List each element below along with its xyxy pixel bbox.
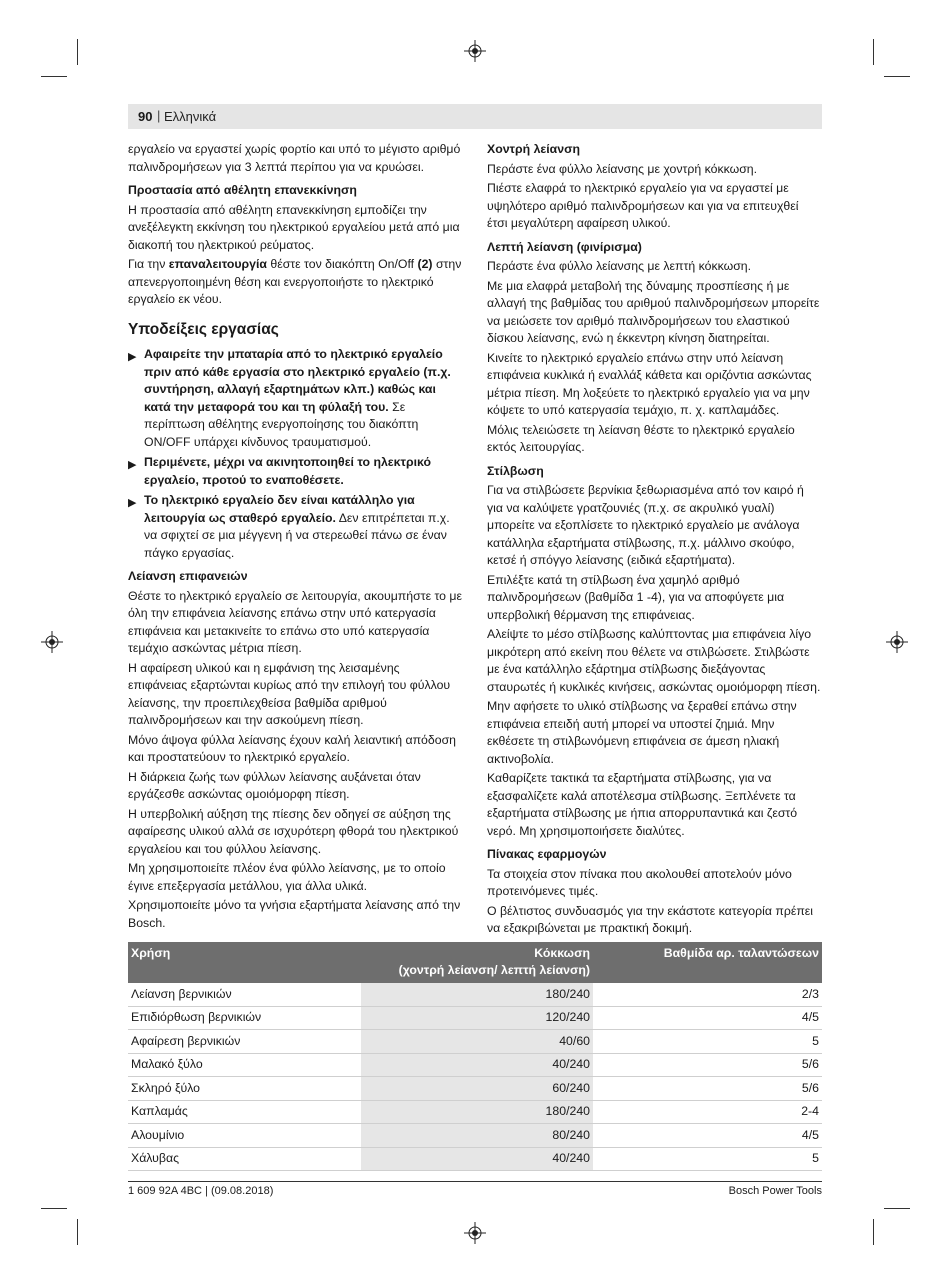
paragraph: Η προστασία από αθέλητη επανεκκίνηση εμποδίζει την ανεξέλεγκτη εκκίνηση του ηλεκτρικού εργαλείου μετά από μια διακοπή του ηλεκτρικού ρεύματος. [128,202,460,252]
paragraph: Μη χρησιμοποιείτε πλέον ένα φύλλο λείανσης, με το οποίο έγινε επεξεργασία μετάλλου, για άλλα υλικά. [128,861,446,893]
paragraph: Περάστε ένα φύλλο λείανσης με λεπτή κόκκωση. [487,259,752,273]
cell-use: Χάλυβας [128,1147,361,1171]
paragraph: Τα στοιχεία στον πίνακα που ακολουθεί αποτελούν μόνο προτεινόμενες τιμές. [487,866,792,898]
cell-use: Λείανση βερνικιών [128,983,361,1006]
list-item: ▶ Το ηλεκτρικό εργαλείο δεν είναι κατάλληλο για λειτουργία ως σταθερό εργαλείο. Δεν επιτρέπεται π.χ. να σφιχτεί σε μια μέγγενη ή να στερεωθεί πάνω σε έναν πάγκο εργασίας. [128,493,450,560]
paragraph: Περάστε ένα φύλλο λείανσης με χοντρή κόκκωση. [487,161,758,176]
footer-rule [128,1181,822,1182]
triangle-bullet-icon: ▶ [128,459,137,471]
crop-mark [873,39,874,65]
cell-grit: 40/240 [361,1147,593,1171]
cell-use: Αφαίρεση βερνικιών [128,1030,361,1054]
paragraph: Η διάρκεια ζωής των φύλλων λείανσης αυξάνεται όταν εργάζεσθε ασκώντας ομοιόμορφη πίεση. [128,769,421,801]
cell-level: 5/6 [593,1077,822,1101]
registration-mark-icon [464,1222,486,1244]
registration-mark-icon [41,631,63,653]
crop-mark [77,39,78,65]
paragraph: Ο βέλτιστος συνδυασμός για την εκάστοτε κατεγορία πρέπει να εξακριβώνεται με πρακτική δοκιμή. [487,903,814,935]
table-row [128,1100,822,1124]
cell-level: 5 [593,1147,822,1171]
cell-level: 5/6 [593,1053,822,1077]
paragraph: Χρησιμοποιείτε μόνο τα γνήσια εξαρτήματα λείανσης από την Bosch. [128,898,461,930]
header-language: Ελληνικά [164,109,217,124]
right-column [487,141,822,940]
cell-use: Αλουμίνιο [128,1124,361,1148]
list-item: ▶ Περιμένετε, μέχρι να ακινητοποιηθεί το ηλεκτρικό εργαλείο, προτού το εναποθέσετε. [128,455,431,487]
page-number: 90 [138,109,153,124]
triangle-bullet-icon: ▶ [128,351,137,363]
paragraph: Κινείτε το ηλεκτρικό εργαλείο επάνω στην υπό λείανση επιφάνεια κυκλικά ή εναλλάξ κάθετα και οριζόντια ασκώντας μέτρια πίεση. Μη λοξεύετε το ηλεκτρικό εργαλείο για να μην κόψετε το υπό κατεργασία τεμάχιο, π. χ. καπλαμάδες. [487,350,812,417]
application-table [128,942,822,1171]
paragraph: Η υπερβολική αύξηση της πίεσης δεν οδηγεί σε αύξηση της αφαίρεσης υλικού αλλά σε ισχυρότερη φθορά του ηλεκτρικού εργαλείου και του φύλλου λείανσης. [128,806,459,856]
paragraph: Αλείψτε το μέσο στίλβωσης καλύπτοντας μια επιφάνεια λίγο μικρότερη από εκείνη που θέλετε να στιλβώσετε. Στιλβώστε με ένα κατάλληλο εξάρτημα στίλβωσης διεξάγοντας σταυρωτές ή κυκλικές κινήσεις, ασκώντας ομοιόμορφη πίεση. [487,627,821,694]
cell-grit: 60/240 [361,1077,593,1101]
crop-mark [873,1219,874,1245]
list-item: ▶ Αφαιρείτε την μπαταρία από το ηλεκτρικό εργαλείο πριν από κάθε εργασία στο ηλεκτρικό εργαλείο (π.χ. συντήρηση, αλλαγή εξαρτημάτων κλπ.) καθώς και κατά την μεταφορά του και τη φύλαξή του. Σε περίπτωση αθέλητης ενεργοποίησης του διακόπτη ON/OFF υπάρχει κίνδυνος τραυματισμού. [128,347,451,449]
section-title-polish: Στίλβωση [487,463,544,478]
cell-use: Μαλακό ξύλο [128,1053,361,1077]
table-row [128,1147,822,1171]
cell-grit: 180/240 [361,983,593,1006]
table-header-row [128,942,822,983]
crop-mark [884,76,910,77]
paragraph: Μόλις τελειώσετε τη λείανση θέστε το ηλεκτρικό εργαλείο εκτός λειτουργίας. [487,422,795,454]
crop-mark [77,1219,78,1245]
crop-mark [41,1208,67,1209]
left-column [128,141,462,934]
paragraph: Μόνο άψογα φύλλα λείανσης έχουν καλή λειαντική απόδοση και προστατεύουν το ηλεκτρικό εργαλείο. [128,732,457,764]
column-header-use: Χρήση [128,942,361,983]
table-row [128,1077,822,1101]
column-header-stroke-level: Βαθμίδα αρ. ταλαντώσεων [593,942,822,983]
section-title-restart: Προστασία από αθέλητη επανεκκίνηση [128,183,357,197]
page-header [128,104,822,129]
registration-mark-icon [464,40,486,62]
paragraph: Για να στιλβώσετε βερνίκια ξεθωριασμένα από τον καιρό ή για να καλύψετε γρατζουνιές (π.χ. σε ακρυλικό γυαλί) μπορείτε να εξοπλίσετε το ηλεκτρικό εργαλείο με ανάλογα κατάλληλα εξαρτήματα στίλβωσης, π.χ. μάλλινο σκούφο, κετσέ ή σπόγγο λείανσης (ειδικά εξαρτήματα). [487,483,804,567]
paragraph: Μην αφήσετε το υλικό στίλβωσης να ξεραθεί επάνω στην επιφάνεια επειδή αυτή μπορεί να υποστεί ζημιά. Μην εκθέσετε τη στιλβωνόμενη επιφάνεια σε άμεση ηλιακή ακτινοβολία. [487,699,797,766]
triangle-bullet-icon: ▶ [128,497,137,509]
cell-use: Σκληρό ξύλο [128,1077,361,1101]
cell-level: 2/3 [593,983,822,1006]
cell-use: Καπλαμάς [128,1100,361,1124]
cell-level: 4/5 [593,1124,822,1148]
cell-grit: 40/240 [361,1053,593,1077]
section-title-fine: Λεπτή λείανση (φινίρισμα) [487,239,642,254]
section-title-coarse: Χοντρή λείανση [487,142,580,156]
table-row [128,1030,822,1054]
section-title-work: Υποδείξεις εργασίας [128,320,279,338]
cell-grit: 180/240 [361,1100,593,1124]
cell-grit: 80/240 [361,1124,593,1148]
cell-level: 2-4 [593,1100,822,1124]
crop-mark [41,76,67,77]
footer-document-id: 1 609 92A 4BC | (09.08.2018) [128,1185,274,1197]
paragraph: Καθαρίζετε τακτικά τα εξαρτήματα στίλβωσης, για να εξασφαλίζετε καλά αποτέλεσμα στίλβωσης. Ξεπλένετε τα εξαρτήματα στίλβωσης με ήπια απορρυπαντικά και ζεστό νερό. Μη χρησιμοποιήσετε διαλύτες. [487,771,798,838]
registration-mark-icon [886,631,908,653]
cell-grit: 120/240 [361,1006,593,1030]
table-row [128,1006,822,1030]
paragraph: Η αφαίρεση υλικού και η εμφάνιση της λεισαμένης επιφάνειας εξαρτώνται κυρίως από την επιλογή του φύλλου λείανσης, την προεπιλεχθείσα βαθμίδα αριθμού παλινδρομήσεων και την ασκούμενη πίεση. [128,660,451,727]
column-header-grit: Κόκκωση (χοντρή λείανση/ λεπτή λείανση) [361,942,593,983]
intro-paragraph: εργαλείο να εργαστεί χωρίς φορτίο και υπό το μέγιστο αριθμό παλινδρομήσεων για 3 λεπτά περίπου για να κρυώσει. [128,142,461,174]
paragraph: Πιέστε ελαφρά το ηλεκτρικό εργαλείο για να εργαστεί με υψηλότερο αριθμό παλινδρομήσεων και για να επιτευχθεί έτσι μεγαλύτερη αφαίρεση υλικού. [487,181,799,230]
table-row [128,1053,822,1077]
section-title-surface: Λείανση επιφανειών [128,569,248,583]
cell-level: 4/5 [593,1006,822,1030]
paragraph: Για την επαναλειτουργία θέστε τον διακόπτη On/Off (2) στην απενεργοποιημένη θέση και ενεργοποιήστε το ηλεκτρικό εργαλείο εκ νέου. [128,257,462,306]
warning-list [128,346,462,562]
cell-use: Επιδιόρθωση βερνικιών [128,1006,361,1030]
section-title-table: Πίνακας εφαρμογών [487,847,607,861]
cell-level: 5 [593,1030,822,1054]
table-row [128,1124,822,1148]
cell-grit: 40/60 [361,1030,593,1054]
table-row [128,983,822,1006]
footer-brand: Bosch Power Tools [728,1185,822,1197]
paragraph: Με μια ελαφρά μεταβολή της δύναμης προσπίεσης ή με αλλαγή της βαθμίδας του αριθμού παλινδρομήσεων μπορείτε να μειώσετε τον αριθμό παλινδρομήσεων του ελαστικού δίσκου λείανσης, ενώ η έκκεντρη κίνηση διατηρείται. [487,278,820,345]
paragraph: Θέστε το ηλεκτρικό εργαλείο σε λειτουργία, ακουμπήστε το με όλη την επιφάνεια λείανσης επάνω στην υπό κατεργασία επιφάνεια και μετακινείτε το επάνω στο υπό κατεργασία τεμάχιο ασκώντας μέτρια πίεση. [128,588,462,655]
crop-mark [884,1208,910,1209]
header-separator: | [157,108,161,123]
paragraph: Επιλέξτε κατά τη στίλβωση ένα χαμηλό αριθμό παλινδρομήσεων (βαθμίδα 1 -4), για να αποφύγετε μια υπερβολική θέρμανση της επιφάνειας. [487,572,785,622]
